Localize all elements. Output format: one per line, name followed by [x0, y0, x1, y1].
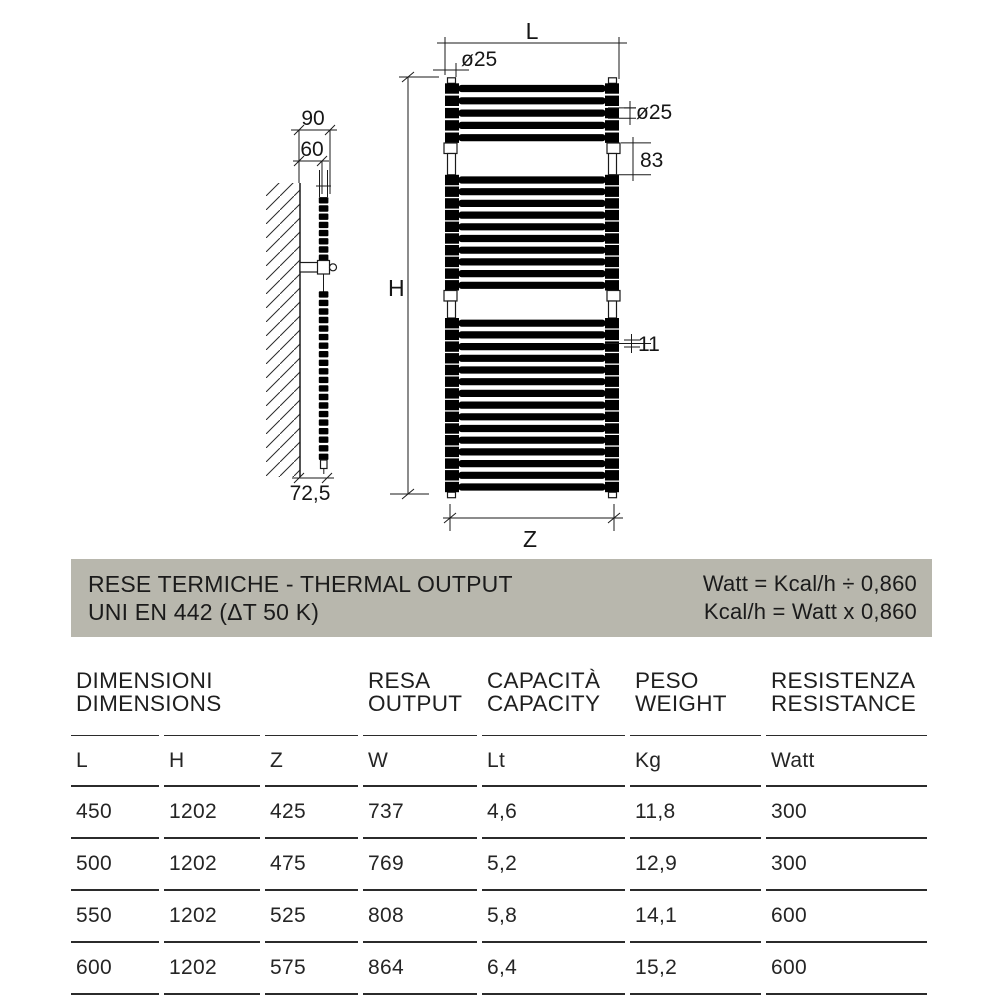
table-row: [71, 787, 927, 839]
col-header-weight-en: WEIGHT: [635, 691, 727, 716]
table-row: [71, 943, 927, 995]
dim-wall-offset: [290, 473, 334, 505]
wall-bracket: [300, 261, 337, 275]
band-title: [88, 570, 513, 626]
value-cell: 4,6: [482, 787, 625, 839]
front-view: [388, 18, 672, 552]
value-cell: 14,1: [630, 891, 761, 943]
tube-group-middle: [445, 175, 619, 291]
side-view: [266, 107, 337, 505]
band-formula-line2: Kcal/h = Watt x 0,860: [703, 599, 917, 624]
col-header-resistance: [766, 663, 927, 736]
value-cell: 575: [265, 943, 358, 995]
dim-width-label: L: [525, 18, 539, 44]
value-cell: 1202: [164, 839, 260, 891]
side-tube-stack-bottom: [319, 291, 329, 460]
col-header-dimensions-it: DIMENSIONI: [76, 668, 213, 693]
col-header-capacity-en: CAPACITY: [487, 691, 601, 716]
value-cell: 15,2: [630, 943, 761, 995]
value-cell: 6,4: [482, 943, 625, 995]
band-formulas: [703, 570, 917, 626]
value-cell: 11,8: [630, 787, 761, 839]
col-header-resistance-en: RESISTANCE: [771, 691, 917, 716]
col-header-capacity: [482, 663, 625, 736]
tube-group-top: [445, 83, 619, 143]
wall-hatch: [266, 183, 300, 477]
dim-diameter-top: [433, 48, 497, 77]
unit-cell-W: W: [363, 736, 477, 787]
band-title-line2: UNI EN 442 (ΔT 50 K): [88, 599, 320, 625]
col-header-resistance-it: RESISTENZA: [771, 668, 916, 693]
value-cell: 1202: [164, 787, 260, 839]
value-cell: 12,9: [630, 839, 761, 891]
col-header-dimensions-en: DIMENSIONS: [76, 691, 222, 716]
value-cell: 737: [363, 787, 477, 839]
col-header-weight-it: PESO: [635, 668, 699, 693]
dim-tube-span-label: Z: [522, 526, 538, 552]
value-cell: 808: [363, 891, 477, 943]
side-tube-stack-top: [319, 197, 329, 261]
dim-tube-gap-label: 11: [638, 333, 660, 356]
dim-tube-span: [443, 504, 623, 552]
dim-diameter-right-label: ø25: [636, 101, 673, 124]
col-header-output-en: OUTPUT: [368, 691, 463, 716]
value-cell: 525: [265, 891, 358, 943]
band-title-line1: RESE TERMICHE - THERMAL OUTPUT: [88, 571, 513, 597]
dim-height-label: H: [388, 275, 405, 301]
unit-cell-H: H: [164, 736, 260, 787]
value-cell: 1202: [164, 943, 260, 995]
col-header-dimensions: [71, 663, 222, 736]
table-row: [71, 839, 927, 891]
value-cell: 300: [766, 839, 927, 891]
table-row: [71, 891, 927, 943]
value-cell: 5,2: [482, 839, 625, 891]
spec-table: [66, 663, 932, 995]
band-formula-line1: Watt = Kcal/h ÷ 0,860: [702, 571, 917, 596]
value-cell: 600: [71, 943, 159, 995]
value-cell: 1202: [164, 891, 260, 943]
value-cell: 600: [766, 891, 927, 943]
unit-cell-Z: Z: [265, 736, 358, 787]
col-header-output-it: RESA: [368, 668, 431, 693]
dim-wall-offset-label: 72,5: [289, 482, 331, 505]
dim-group-gap-label: 83: [640, 149, 664, 172]
unit-cell-L: L: [71, 736, 159, 787]
col-header-output: [363, 663, 477, 736]
value-cell: 769: [363, 839, 477, 891]
value-cell: 450: [71, 787, 159, 839]
value-cell: 425: [265, 787, 358, 839]
dim-diameter-top-label: ø25: [461, 48, 498, 71]
dim-height: [388, 72, 439, 499]
unit-cell-Kg: Kg: [630, 736, 761, 787]
value-cell: 500: [71, 839, 159, 891]
value-cell: 300: [766, 787, 927, 839]
unit-cell-Watt: Watt: [766, 736, 927, 787]
tube-group-bottom: [445, 318, 619, 492]
dim-wall-to-center-label: 60: [300, 138, 324, 161]
value-cell: 550: [71, 891, 159, 943]
value-cell: 864: [363, 943, 477, 995]
group-header-row: [71, 663, 927, 736]
value-cell: 475: [265, 839, 358, 891]
thermal-output-band: [71, 559, 932, 637]
col-header-weight: [630, 663, 761, 736]
unit-row: [71, 736, 927, 787]
col-header-capacity-it: CAPACITÀ: [487, 668, 601, 693]
dim-depth-label: 90: [301, 107, 325, 130]
col-header-spacer: [265, 663, 358, 736]
unit-cell-Lt: Lt: [482, 736, 625, 787]
value-cell: 5,8: [482, 891, 625, 943]
value-cell: 600: [766, 943, 927, 995]
